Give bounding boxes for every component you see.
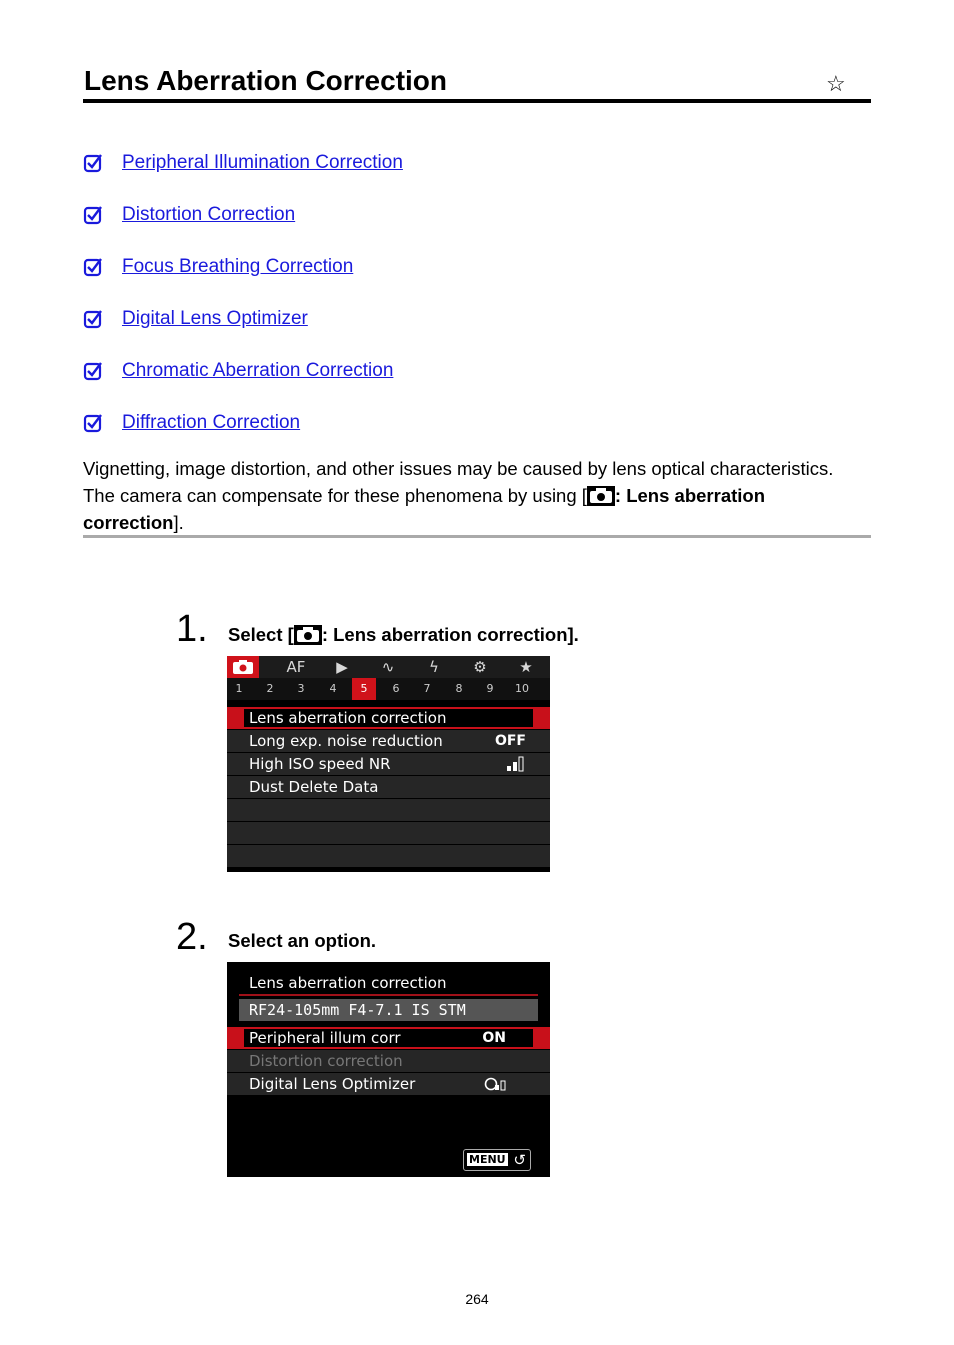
tab-custom[interactable]: ⚙ bbox=[473, 658, 487, 676]
step-1-text bbox=[228, 623, 579, 647]
page-number[interactable]: 10 bbox=[515, 682, 529, 695]
page-number[interactable]: 3 bbox=[297, 682, 305, 695]
menu-row-label: High ISO speed NR bbox=[249, 755, 391, 773]
menu-row-lens-aberration[interactable] bbox=[227, 707, 550, 730]
return-icon: ↺ bbox=[513, 1151, 526, 1169]
menu-row-peripheral-illum[interactable] bbox=[227, 1027, 550, 1050]
checkbox-icon bbox=[83, 205, 103, 225]
tab-setup[interactable]: ϟ bbox=[429, 658, 439, 676]
menu-row-label: Peripheral illum corr bbox=[249, 1029, 401, 1047]
intro-line3-bold: correction bbox=[83, 512, 174, 533]
link-item bbox=[83, 408, 403, 460]
section-links bbox=[83, 148, 403, 460]
menu-row-empty bbox=[227, 845, 550, 868]
menu-label: MENU bbox=[469, 1153, 506, 1166]
dlo-level-icon bbox=[484, 1076, 512, 1092]
tab-shooting[interactable] bbox=[227, 656, 259, 678]
page-number[interactable]: 9 bbox=[486, 682, 494, 695]
menu-row-label: Long exp. noise reduction bbox=[249, 732, 443, 750]
link-item bbox=[83, 304, 403, 356]
link-item bbox=[83, 252, 403, 304]
menu-row-dust-delete[interactable] bbox=[227, 776, 550, 799]
link-item bbox=[83, 200, 403, 252]
star-icon: ☆ bbox=[826, 71, 846, 96]
intro-line3-post: ]. bbox=[173, 512, 184, 533]
header-underline bbox=[239, 994, 538, 996]
lens-name: RF24-105mm F4-7.1 IS STM bbox=[249, 1001, 466, 1019]
checkbox-icon bbox=[83, 361, 103, 381]
camera-icon bbox=[294, 625, 322, 645]
checkbox-icon bbox=[83, 309, 103, 329]
link-peripheral-illumination[interactable]: Peripheral Illumination Correction bbox=[122, 152, 403, 173]
page-number[interactable]: 8 bbox=[455, 682, 463, 695]
checkbox-icon bbox=[83, 153, 103, 173]
menu-row-distortion[interactable] bbox=[227, 1050, 550, 1073]
step-2-number: 2. bbox=[176, 916, 208, 958]
tab-my-menu[interactable]: ★ bbox=[519, 658, 533, 676]
screen-header: Lens aberration correction bbox=[249, 974, 447, 992]
menu-row-digital-lens-optimizer[interactable] bbox=[227, 1073, 550, 1096]
link-item bbox=[83, 148, 403, 200]
menu-row-high-iso-nr[interactable] bbox=[227, 753, 550, 776]
section-divider bbox=[83, 535, 871, 538]
step-2-text: Select an option. bbox=[228, 930, 377, 951]
title-rule bbox=[83, 99, 871, 103]
page-number-active[interactable]: 5 bbox=[352, 678, 376, 700]
page-number[interactable]: 2 bbox=[266, 682, 274, 695]
intro-line2-pre: The camera can compensate for these phenomena by using [ bbox=[83, 485, 587, 506]
menu-row-value: ON bbox=[482, 1030, 506, 1046]
menu-row-long-exp-nr[interactable] bbox=[227, 730, 550, 753]
menu-row-label: Distortion correction bbox=[249, 1052, 403, 1070]
menu-row-label: Lens aberration correction bbox=[249, 709, 447, 727]
menu-row-empty bbox=[227, 799, 550, 822]
nr-level-icon bbox=[506, 756, 524, 772]
page-title: Lens Aberration Correction bbox=[84, 65, 448, 96]
link-distortion[interactable]: Distortion Correction bbox=[122, 204, 296, 225]
link-digital-lens-optimizer[interactable]: Digital Lens Optimizer bbox=[122, 308, 308, 329]
tab-wireless[interactable]: ∿ bbox=[381, 658, 395, 676]
menu-row-value: OFF bbox=[494, 733, 526, 749]
link-focus-breathing[interactable]: Focus Breathing Correction bbox=[122, 256, 354, 277]
step-1-number: 1. bbox=[176, 608, 208, 650]
camera-menu-screen-1 bbox=[227, 656, 550, 872]
page-number[interactable]: 7 bbox=[423, 682, 431, 695]
step-1-post: : Lens aberration correction]. bbox=[321, 624, 579, 645]
link-diffraction[interactable]: Diffraction Correction bbox=[122, 412, 301, 433]
menu-back-button[interactable] bbox=[463, 1149, 531, 1171]
tab-af[interactable]: AF bbox=[286, 658, 306, 676]
page-number-footer: 264 bbox=[465, 1291, 489, 1307]
menu-row-label: Dust Delete Data bbox=[249, 778, 379, 796]
menu-row-label: Digital Lens Optimizer bbox=[249, 1075, 416, 1093]
menu-tabs bbox=[227, 656, 550, 678]
camera-menu-screen-2 bbox=[227, 962, 550, 1177]
camera-icon bbox=[587, 486, 615, 506]
link-item bbox=[83, 356, 403, 408]
intro-paragraph bbox=[83, 456, 883, 536]
page-number[interactable]: 4 bbox=[329, 682, 337, 695]
menu-page-numbers bbox=[227, 678, 550, 700]
step-1-pre: Select [ bbox=[228, 624, 294, 645]
page-number[interactable]: 6 bbox=[392, 682, 400, 695]
link-chromatic-aberration[interactable]: Chromatic Aberration Correction bbox=[122, 360, 394, 381]
tab-playback[interactable]: ▶ bbox=[336, 658, 348, 676]
checkbox-icon bbox=[83, 413, 103, 433]
page-number[interactable]: 1 bbox=[235, 682, 243, 695]
intro-line1: Vignetting, image distortion, and other issues may be caused by lens optical characteristics. bbox=[83, 458, 834, 479]
camera-icon bbox=[233, 660, 253, 674]
checkbox-icon bbox=[83, 257, 103, 277]
lens-name-bar bbox=[239, 999, 538, 1021]
menu-row-empty bbox=[227, 822, 550, 845]
intro-line2-bold: : Lens aberration bbox=[614, 485, 766, 506]
